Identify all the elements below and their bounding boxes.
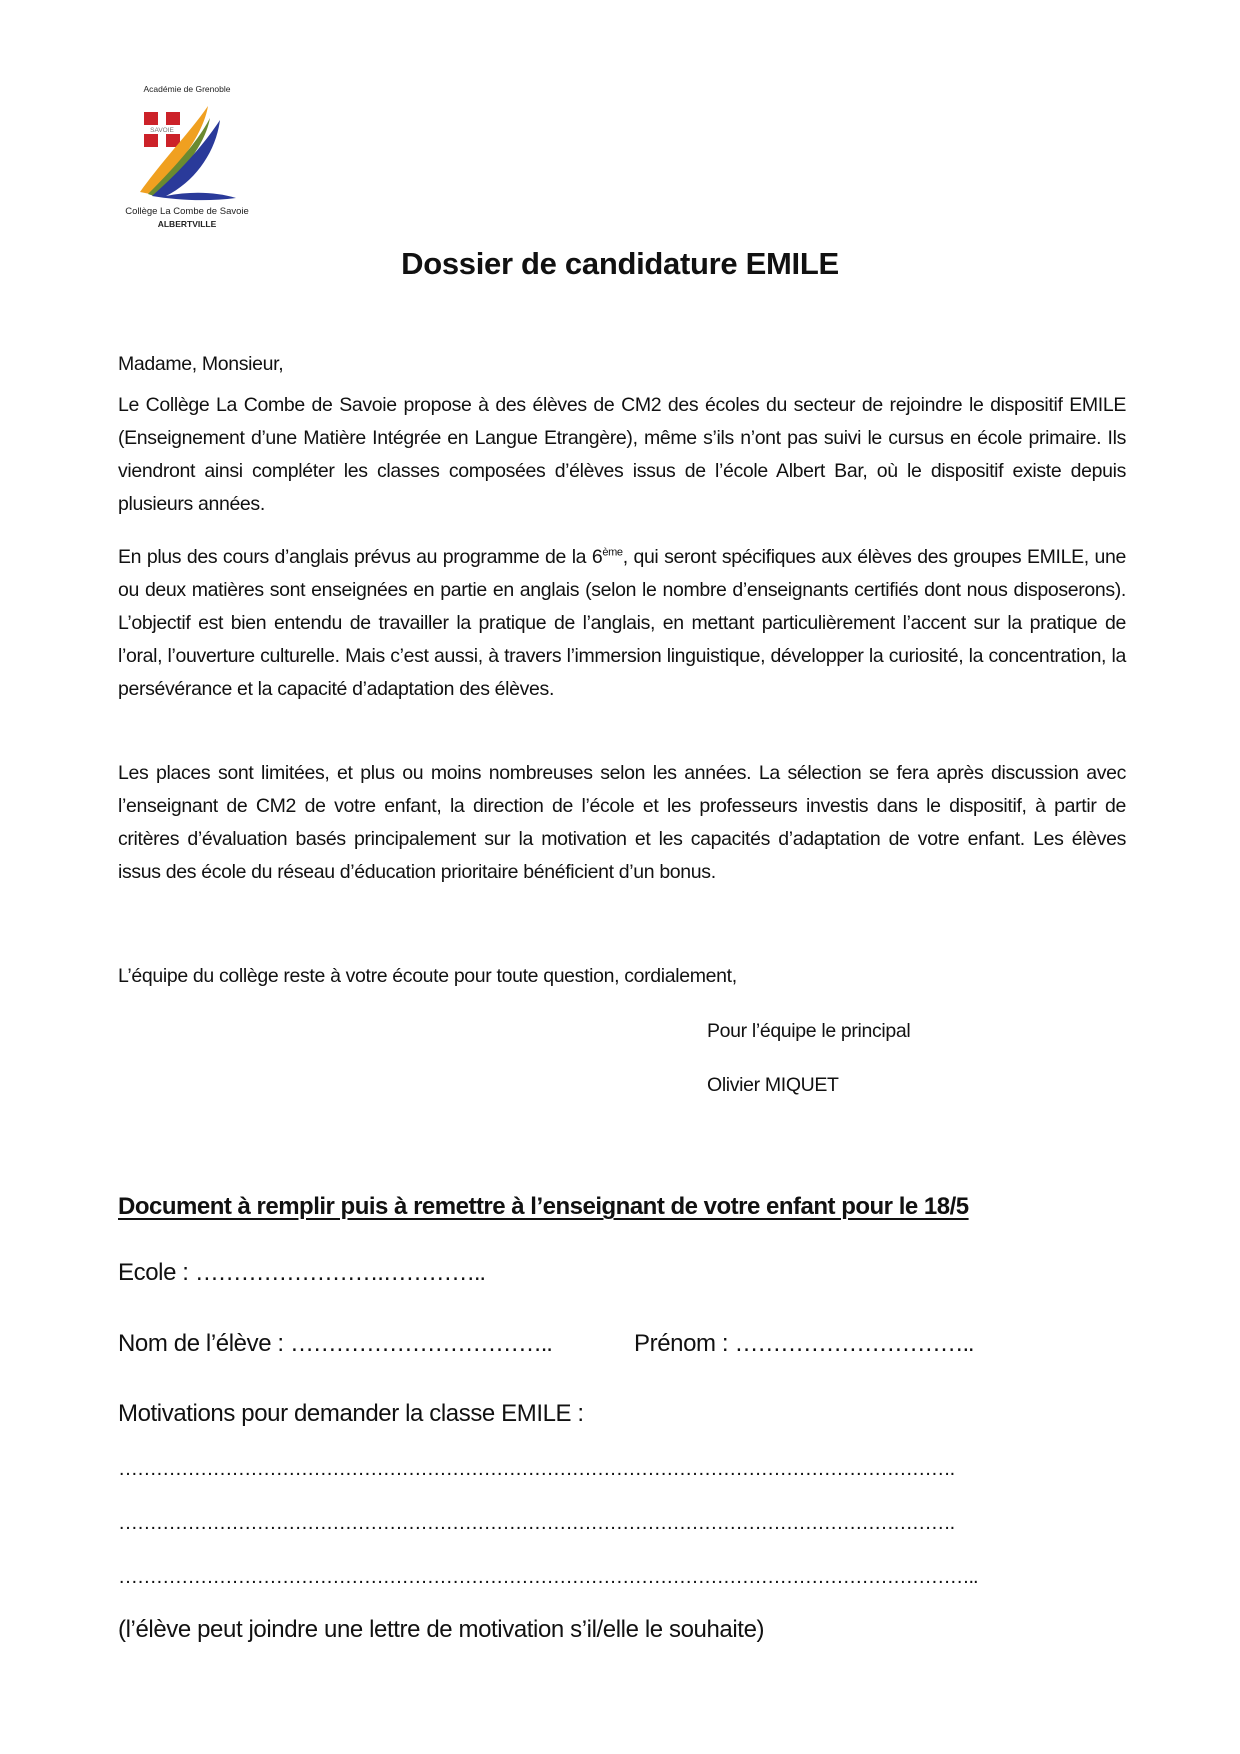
- closing-line: L’équipe du collège reste à votre écoute pour toute question, cordialement,: [118, 965, 737, 987]
- college-logo: [112, 78, 262, 228]
- school-field[interactable]: [118, 1255, 485, 1291]
- student-name-fill-dots[interactable]: ……………………………..: [289, 1330, 552, 1357]
- paragraph-intro: Le Collège La Combe de Savoie propose à des élèves de CM2 des écoles du secteur de rejoindre le dispositif EMILE (Enseignement d’une Matière Intégrée en Langue Etrangère), même s’ils n’ont pas suivi le cursus en école primaire. Ils viendront ainsi compléter les classes composées d’élèves issus de l’école Albert Bar, où le dispositif existe depuis plusieurs années.: [118, 394, 1126, 515]
- form-title: Document à remplir puis à remettre à l’enseignant de votre enfant pour le 18/5: [118, 1193, 969, 1220]
- paragraph-selection: Les places sont limitées, et plus ou moins nombreuses selon les années. La sélection se fera après discussion avec l’enseignant de CM2 de votre enfant, la direction de l’école et les professeurs investis dans le dispositif, à partir de critères d’évaluation basés principalement sur la motivation et les capacités d’adaptation de votre enfant. Les élèves issus des école du réseau d’éducation prioritaire bénéficient d’un bonus.: [118, 762, 1126, 883]
- paragraph-program: [118, 541, 1126, 706]
- motivation-line-3[interactable]: ………………………………………………………………………………………………………………………..: [118, 1566, 978, 1588]
- superscript-eme: ème: [602, 546, 623, 559]
- motivation-line-1[interactable]: …………………………………………………………………………………………………………………….: [118, 1458, 955, 1480]
- motivation-label: Motivations pour demander la classe EMILE :: [118, 1400, 584, 1427]
- logo-academie-text: Académie de Grenoble: [143, 84, 231, 94]
- logo-emblem-icon: [126, 96, 246, 206]
- signature-name: Olivier MIQUET: [707, 1074, 839, 1096]
- first-name-label: Prénom :: [634, 1330, 735, 1357]
- signature-role: Pour l’équipe le principal: [707, 1020, 911, 1042]
- paragraph-program-rest: , qui seront spécifiques aux élèves des groupes EMILE, une ou deux matières sont enseignées en partie en anglais (selon le nombre d’enseignants certifiés dont nous disposerons). L’objectif est bien entendu de travailler la pratique de l’anglais, en mettant particulièrement l’accent sur la pratique de l’oral, l’ouverture culturelle. Mais c’est aussi, à travers l’immersion linguistique, développer la curiosité, la concentration, la persévérance et la capacité d’adaptation des élèves.: [118, 546, 1126, 700]
- salutation: Madame, Monsieur,: [118, 353, 284, 375]
- motivation-letter-note: (l’élève peut joindre une lettre de motivation s’il/elle le souhaite): [118, 1616, 765, 1643]
- student-name-label: Nom de l’élève :: [118, 1330, 290, 1357]
- logo-city-text: ALBERTVILLE: [157, 219, 217, 229]
- motivation-line-2[interactable]: …………………………………………………………………………………………………………………….: [118, 1512, 955, 1534]
- logo-college-name: [112, 206, 262, 230]
- student-name-field[interactable]: [118, 1326, 552, 1362]
- paragraph-program-start: En plus des cours d’anglais prévus au programme de la 6: [118, 546, 603, 568]
- page-title: Dossier de candidature EMILE: [401, 246, 839, 281]
- first-name-field[interactable]: [634, 1326, 973, 1362]
- logo-college-text: Collège La Combe de Savoie: [125, 206, 249, 217]
- school-label: Ecole :: [118, 1259, 195, 1286]
- svg-text:SAVOIE: SAVOIE: [150, 127, 174, 134]
- school-fill-dots[interactable]: …………………….…………..: [194, 1259, 485, 1286]
- first-name-fill-dots[interactable]: …………………………..: [734, 1330, 974, 1357]
